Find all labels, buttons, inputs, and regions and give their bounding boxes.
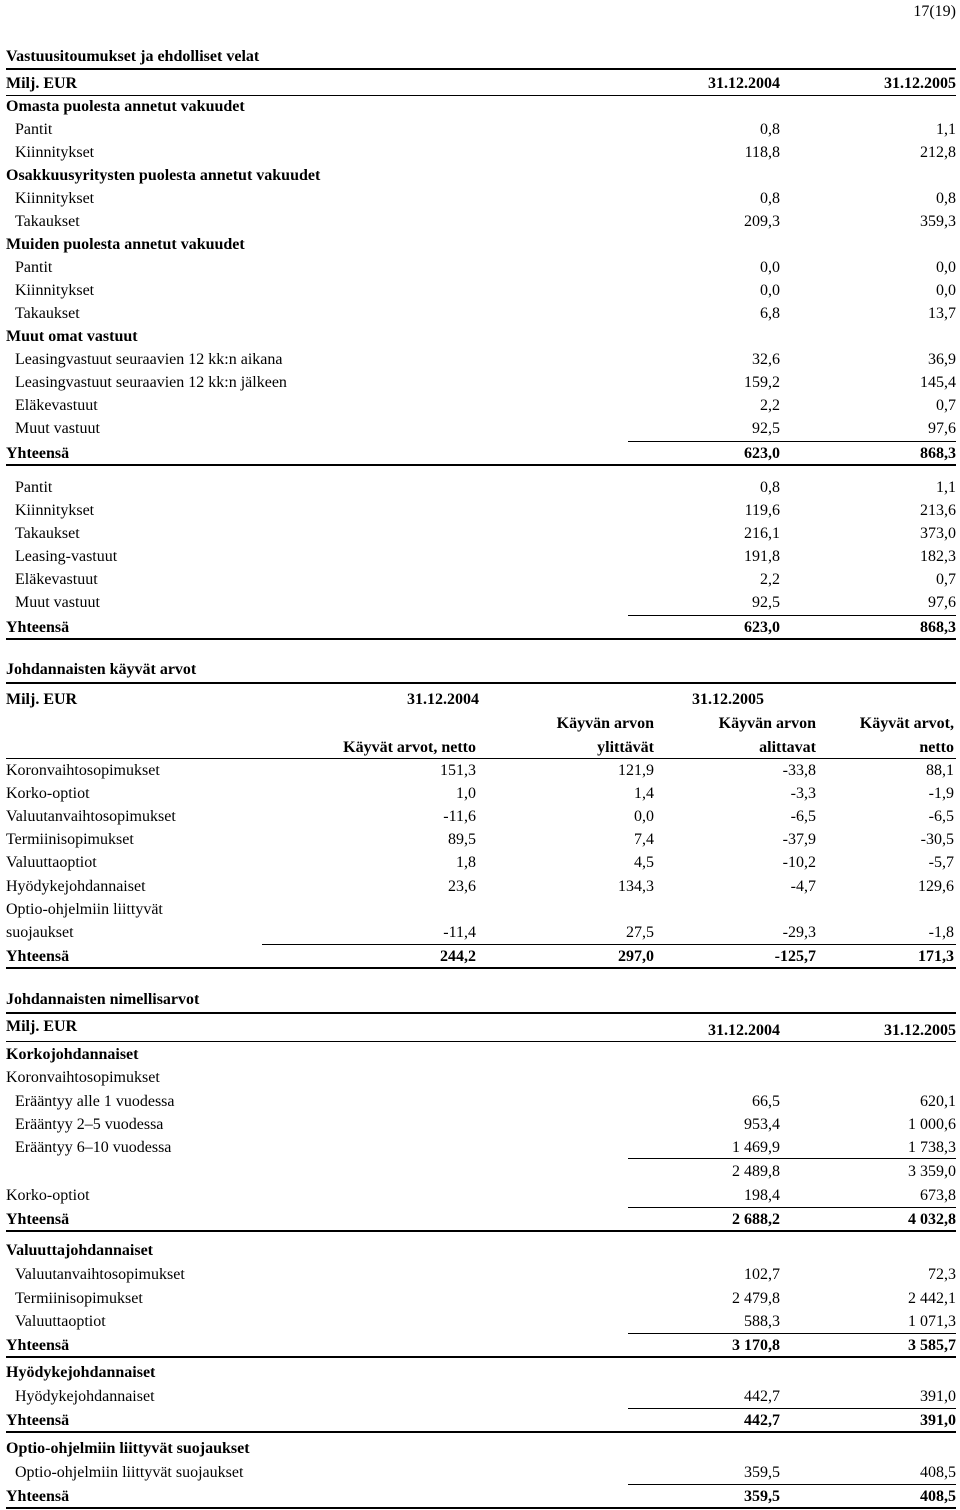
row-label: Takaukset xyxy=(15,213,80,230)
value-2004: 0,8 xyxy=(760,121,780,138)
fair-value-cell: 151,3 xyxy=(440,762,476,779)
value-2004: 953,4 xyxy=(744,1116,780,1133)
value-2005: 1,1 xyxy=(936,121,956,138)
fair-value-cell: 1,4 xyxy=(634,785,654,802)
value-2005: 0,0 xyxy=(936,282,956,299)
total-rule-bottom xyxy=(6,638,956,640)
value-2004: 359,5 xyxy=(744,1464,780,1481)
section3-col1-header: 31.12.2004 xyxy=(708,1022,780,1039)
section1-header-rule xyxy=(6,95,956,96)
total-label: Yhteensä xyxy=(6,1412,70,1429)
value-2004: 359,5 xyxy=(744,1488,780,1505)
group-heading: Hyödykejohdannaiset xyxy=(6,1364,156,1381)
total-label: Yhteensä xyxy=(6,948,70,965)
value-2005: 13,7 xyxy=(928,305,956,322)
row-label: Pantit xyxy=(15,259,53,276)
value-2005: 1,1 xyxy=(936,479,956,496)
value-2005: 97,6 xyxy=(928,420,956,437)
section3-rule xyxy=(6,1012,956,1014)
group-heading: Korkojohdannaiset xyxy=(6,1046,139,1063)
fair-value-cell: -4,7 xyxy=(790,878,816,895)
row-label: Erääntyy 2–5 vuodessa xyxy=(15,1116,164,1133)
row-label: Optio-ohjelmiin liittyvät xyxy=(6,901,163,918)
fair-value-cell: 89,5 xyxy=(448,831,476,848)
value-2005: 0,0 xyxy=(936,259,956,276)
section1-col2-header: 31.12.2005 xyxy=(884,75,956,92)
value-2004: 3 170,8 xyxy=(732,1337,780,1354)
total-cell: 244,2 xyxy=(440,948,476,965)
row-label: Erääntyy 6–10 vuodessa xyxy=(15,1139,172,1156)
fair-value-cell: 7,4 xyxy=(634,831,654,848)
value-2005: 1 000,6 xyxy=(908,1116,956,1133)
value-2004: 216,1 xyxy=(744,525,780,542)
total-rule-bottom xyxy=(6,464,956,466)
row-label: Korko-optiot xyxy=(6,785,90,802)
row-label: Kiinnitykset xyxy=(15,144,95,161)
group-heading: Muiden puolesta annetut vakuudet xyxy=(6,236,245,253)
row-label: Hyödykejohdannaiset xyxy=(15,1388,155,1405)
value-2005: 868,3 xyxy=(920,619,956,636)
fair-value-cell: -6,5 xyxy=(790,808,816,825)
fair-value-cell: 4,5 xyxy=(634,854,654,871)
row-label: suojaukset xyxy=(6,924,74,941)
group-heading: Muut omat vastuut xyxy=(6,328,138,345)
total-rule-top xyxy=(628,1333,956,1334)
fair-value-cell: 1,0 xyxy=(456,785,476,802)
total-label: Yhteensä xyxy=(6,619,70,636)
total-rule-bottom xyxy=(6,1431,956,1433)
value-2004: 2 489,8 xyxy=(732,1163,780,1180)
value-2005: 212,8 xyxy=(920,144,956,161)
fair-value-cell: -6,5 xyxy=(928,808,954,825)
total-label: Yhteensä xyxy=(6,1211,70,1228)
row-label: Eläkevastuut xyxy=(15,397,98,414)
section1-col1-header: 31.12.2004 xyxy=(708,75,780,92)
value-2004: 66,5 xyxy=(752,1093,780,1110)
row-label: Muut vastuut xyxy=(15,594,100,611)
value-2005: 145,4 xyxy=(920,374,956,391)
value-2004: 2,2 xyxy=(760,397,780,414)
group-heading: Osakkuusyritysten puolesta annetut vakuudet xyxy=(6,167,321,184)
total-rule-bottom xyxy=(6,1507,956,1509)
section2-header-below-1: Käyvän arvon xyxy=(718,715,816,732)
fair-value-cell: 27,5 xyxy=(626,924,654,941)
section1-unit: Milj. EUR xyxy=(6,75,78,92)
total-rule-top xyxy=(628,441,956,442)
section2-date2: 31.12.2005 xyxy=(692,691,764,708)
fair-value-cell: 88,1 xyxy=(926,762,954,779)
value-2004: 0,8 xyxy=(760,479,780,496)
value-2005: 4 032,8 xyxy=(908,1211,956,1228)
total-rule-top xyxy=(628,1484,956,1485)
value-2004: 102,7 xyxy=(744,1266,780,1283)
value-2004: 442,7 xyxy=(744,1388,780,1405)
section2-rule xyxy=(6,682,956,684)
value-2005: 408,5 xyxy=(920,1488,956,1505)
section2-header-rule xyxy=(6,758,956,759)
row-label: Koronvaihtosopimukset xyxy=(6,1069,160,1086)
value-2004: 191,8 xyxy=(744,548,780,565)
total-label: Yhteensä xyxy=(6,1488,70,1505)
row-label: Takaukset xyxy=(15,525,80,542)
value-2005: 3 585,7 xyxy=(908,1337,956,1354)
section2-header-net-1: Käyvät arvot, xyxy=(859,715,954,732)
value-2005: 391,0 xyxy=(920,1412,956,1429)
value-2005: 72,3 xyxy=(928,1266,956,1283)
fair-value-cell: -10,2 xyxy=(782,854,816,871)
value-2005: 373,0 xyxy=(920,525,956,542)
row-label: Pantit xyxy=(15,479,53,496)
value-2005: 3 359,0 xyxy=(908,1163,956,1180)
fair-value-cell: -3,3 xyxy=(790,785,816,802)
total-cell: 297,0 xyxy=(618,948,654,965)
fair-value-cell: 1,8 xyxy=(456,854,476,871)
value-2004: 159,2 xyxy=(744,374,780,391)
value-2004: 623,0 xyxy=(744,619,780,636)
total-rule-bottom xyxy=(6,1356,956,1358)
subtotal-rule xyxy=(628,1158,956,1159)
row-label: Eläkevastuut xyxy=(15,571,98,588)
value-2005: 0,7 xyxy=(936,397,956,414)
row-label: Kiinnitykset xyxy=(15,190,95,207)
value-2005: 359,3 xyxy=(920,213,956,230)
value-2004: 442,7 xyxy=(744,1412,780,1429)
fair-value-cell: -1,9 xyxy=(928,785,954,802)
total-rule-top xyxy=(262,944,956,945)
fair-value-cell: 23,6 xyxy=(448,878,476,895)
value-2004: 6,8 xyxy=(760,305,780,322)
total-rule-bottom xyxy=(6,967,956,969)
total-label: Yhteensä xyxy=(6,1337,70,1354)
section2-header-net-2: netto xyxy=(919,739,954,756)
value-2004: 0,0 xyxy=(760,282,780,299)
row-label: Valuuttaoptiot xyxy=(6,854,97,871)
group-heading: Optio-ohjelmiin liittyvät suojaukset xyxy=(6,1440,250,1457)
fair-value-cell: -5,7 xyxy=(928,854,954,871)
total-rule-top xyxy=(628,615,956,616)
value-2004: 32,6 xyxy=(752,351,780,368)
value-2005: 182,3 xyxy=(920,548,956,565)
section1-title: Vastuusitoumukset ja ehdolliset velat xyxy=(6,48,260,65)
value-2004: 119,6 xyxy=(744,502,780,519)
value-2004: 2,2 xyxy=(760,571,780,588)
section3-col2-header: 31.12.2005 xyxy=(884,1022,956,1039)
value-2005: 2 442,1 xyxy=(908,1290,956,1307)
group-heading: Omasta puolesta annetut vakuudet xyxy=(6,98,245,115)
value-2005: 620,1 xyxy=(920,1093,956,1110)
value-2004: 92,5 xyxy=(752,420,780,437)
row-label: Korko-optiot xyxy=(6,1187,90,1204)
fair-value-cell: -33,8 xyxy=(782,762,816,779)
value-2005: 1 738,3 xyxy=(908,1139,956,1156)
fair-value-cell: 134,3 xyxy=(618,878,654,895)
value-2005: 0,7 xyxy=(936,571,956,588)
total-rule-top xyxy=(628,1207,956,1208)
row-label: Hyödykejohdannaiset xyxy=(6,878,146,895)
value-2004: 1 469,9 xyxy=(732,1139,780,1156)
fair-value-cell: -29,3 xyxy=(782,924,816,941)
fair-value-cell: 121,9 xyxy=(618,762,654,779)
row-label: Termiinisopimukset xyxy=(15,1290,143,1307)
section2-date1: 31.12.2004 xyxy=(407,691,479,708)
section2-header-above-2: ylittävät xyxy=(597,739,654,756)
fair-value-cell: 0,0 xyxy=(634,808,654,825)
row-label: Leasing-vastuut xyxy=(15,548,118,565)
total-cell: 171,3 xyxy=(918,948,954,965)
group-heading: Valuuttajohdannaiset xyxy=(6,1242,154,1259)
row-label: Pantit xyxy=(15,121,53,138)
section1-rule xyxy=(6,68,956,70)
section2-title: Johdannaisten käyvät arvot xyxy=(6,661,197,678)
row-label: Erääntyy alle 1 vuodessa xyxy=(15,1093,175,1110)
value-2005: 673,8 xyxy=(920,1187,956,1204)
page-number: 17(19) xyxy=(913,3,956,20)
section2-header-above-1: Käyvän arvon xyxy=(556,715,654,732)
row-label: Kiinnitykset xyxy=(15,282,95,299)
fair-value-cell: -11,4 xyxy=(443,924,476,941)
fair-value-cell: -30,5 xyxy=(920,831,954,848)
value-2005: 213,6 xyxy=(920,502,956,519)
fair-value-cell: -11,6 xyxy=(443,808,476,825)
value-2004: 588,3 xyxy=(744,1313,780,1330)
value-2004: 198,4 xyxy=(744,1187,780,1204)
value-2004: 92,5 xyxy=(752,594,780,611)
row-label: Koronvaihtosopimukset xyxy=(6,762,160,779)
row-label: Valuutanvaihtosopimukset xyxy=(6,808,176,825)
value-2004: 2 479,8 xyxy=(732,1290,780,1307)
value-2004: 118,8 xyxy=(744,144,780,161)
value-2005: 0,8 xyxy=(936,190,956,207)
total-rule-top xyxy=(628,1408,956,1409)
section2-unit: Milj. EUR xyxy=(6,691,78,708)
fair-value-cell: -1,8 xyxy=(928,924,954,941)
section3-title: Johdannaisten nimellisarvot xyxy=(6,991,200,1008)
value-2004: 0,8 xyxy=(760,190,780,207)
row-label: Optio-ohjelmiin liittyvät suojaukset xyxy=(15,1464,244,1481)
value-2004: 2 688,2 xyxy=(732,1211,780,1228)
row-label: Leasingvastuut seuraavien 12 kk:n aikana xyxy=(15,351,283,368)
value-2005: 408,5 xyxy=(920,1464,956,1481)
total-cell: -125,7 xyxy=(774,948,816,965)
section3-unit: Milj. EUR xyxy=(6,1018,78,1035)
value-2005: 391,0 xyxy=(920,1388,956,1405)
row-label: Valuutanvaihtosopimukset xyxy=(15,1266,185,1283)
section2-header-below-2: alittavat xyxy=(759,739,816,756)
row-label: Termiinisopimukset xyxy=(6,831,134,848)
value-2005: 868,3 xyxy=(920,445,956,462)
value-2004: 623,0 xyxy=(744,445,780,462)
section2-header-net2004: Käyvät arvot, netto xyxy=(343,739,476,756)
row-label: Takaukset xyxy=(15,305,80,322)
fair-value-cell: 129,6 xyxy=(918,878,954,895)
row-label: Kiinnitykset xyxy=(15,502,95,519)
value-2005: 36,9 xyxy=(928,351,956,368)
row-label: Valuuttaoptiot xyxy=(15,1313,106,1330)
value-2004: 209,3 xyxy=(744,213,780,230)
value-2005: 1 071,3 xyxy=(908,1313,956,1330)
value-2005: 97,6 xyxy=(928,594,956,611)
row-label: Muut vastuut xyxy=(15,420,100,437)
total-rule-bottom xyxy=(6,1230,956,1232)
section3-header-rule xyxy=(6,1041,956,1042)
row-label: Leasingvastuut seuraavien 12 kk:n jälkeen xyxy=(15,374,287,391)
total-label: Yhteensä xyxy=(6,445,70,462)
fair-value-cell: -37,9 xyxy=(782,831,816,848)
value-2004: 0,0 xyxy=(760,259,780,276)
